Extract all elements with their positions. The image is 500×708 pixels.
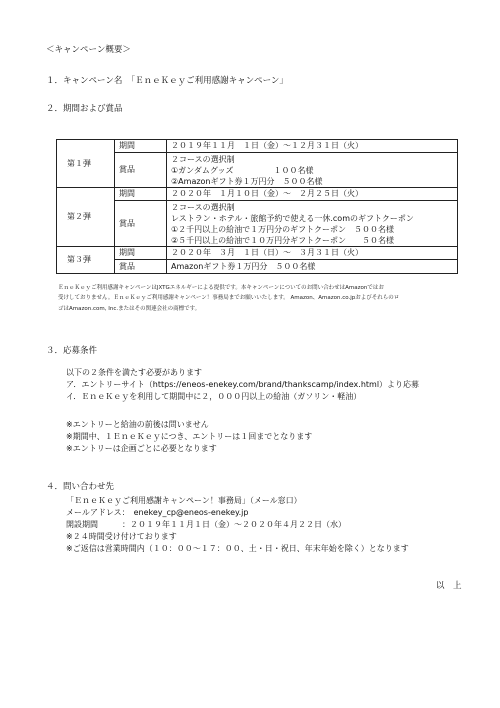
round-1-period-row [57,140,458,153]
contact-line: ※２４時間受け付けております [66,532,177,541]
amazon-note-line: ゴはAmazon.com, Inc.またはその関連会社の商標です。 [58,305,201,312]
section-4-contact [66,495,409,555]
round-3-label: 第３弾 [57,247,115,274]
contact-line: メールアドレス： enekey_cp@eneos-enekey.jp [66,508,249,517]
section-2-title: ２．期間および賞品 [46,104,123,114]
round-2-period: ２０２０年 １月１０日（金）～ ２月２５日（火） [167,188,458,201]
round-1-period: ２０１９年１１月 １日（金）～１２月３１日（火） [167,140,458,153]
condition-note: ※エントリーと給油の前後は問いません [66,420,209,429]
round-2-prize-label: 賞品 [115,201,167,247]
round-3-prize-line: Amazonギフト券１万円分 ５００名様 [171,262,316,271]
round-3-period-row [57,247,458,260]
amazon-note-line: ＥｎｅＫｅｙご利用感謝キャンペーンはJXTGエネルギーによる提供です。本キャンペーンについてのお問い合わせはAmazonではお [58,285,384,291]
round-3-period: ２０２０年 ３月 １日（日）～ ３月３１日（火） [167,247,458,260]
prize-table [56,139,458,274]
overview-heading: ＜キャンペーン概要＞ [46,45,131,55]
round-2-prize-line: ②５千円以上の給油で１０万円分ギフトクーポン ５０名様 [171,235,395,245]
round-1-prize-line: ２コースの選択制 [171,154,235,164]
round-2-period-row [57,188,458,201]
section-3-notes [66,419,312,455]
round-2-period-label: 期間 [115,188,167,201]
round-1-prize-line: ①ガンダムグッズ １００名様 [171,165,314,175]
condition-line: イ．ＥｎｅＫｅｙを利用して期間中に２，０００円以上の給油（ガソリン・軽油） [66,392,362,401]
condition-note: ※期間中、１ＥｎｅＫｅｙにつき、エントリーは１回までとなります [66,432,313,441]
condition-line: 以下の２条件を満たす必要があります [66,368,202,377]
round-2-label: 第２弾 [57,188,115,247]
section-1-title: １．キャンペーン名 「ＥｎｅＫｅｙご利用感謝キャンペーン」 [46,76,288,86]
condition-line: ア．エントリーサイト（https://eneos-enekey.com/brand/thankscamp/index.html）より応募 [66,380,420,389]
section-3-title: ３．応募条件 [46,346,98,356]
round-2-prize-line: ２コースの選択制 [171,202,235,212]
closing-text: 以 上 [436,581,462,591]
amazon-note-line: 受けしておりません。ＥｎｅＫｅｙご利用感謝キャンペーン！事務局までお願いいたします。 Amazon、Amazon.co.jpおよびそれらのロ [58,295,400,302]
round-2-prize-line: ①２千円以上の給油で１万円分のギフトクーポン ５００名様 [171,224,395,234]
round-3-prize [167,260,458,274]
amazon-notes [58,283,399,314]
round-3-period-label: 期間 [115,247,167,260]
section-3-conditions [66,367,419,403]
contact-line: 「ＥｎｅＫｅｙご利用感謝キャンペーン！事務局」（メール窓口） [66,496,302,505]
round-1-period-label: 期間 [115,140,167,153]
round-3-prize-label: 賞品 [115,260,167,274]
round-1-prize-label: 賞品 [115,153,167,188]
contact-line: 開設期間 ：２０１９年１１月１日（金）～２０２０年４月２２日（水） [66,520,346,529]
round-3-prize-row [57,260,458,274]
round-1-prize [167,153,458,188]
round-2-prize-line: レストラン・ホテル・旅館予約で使える一休.comのギフトクーポン [171,213,414,223]
round-1-label: 第１弾 [57,140,115,188]
round-2-prize-row [57,201,458,247]
contact-line: ※ご返信は営業時間内（１０：００～１７：００、土・日・祝日、年末年始を除く）となります [66,544,409,553]
round-1-prize-row [57,153,458,188]
condition-note: ※エントリーは企画ごとに必要となります [66,444,217,453]
section-4-title: ４．問い合わせ先 [46,482,115,492]
round-2-prize [167,201,458,247]
round-1-prize-line: ②Amazonギフト券１万円分 ５００名様 [171,176,323,186]
